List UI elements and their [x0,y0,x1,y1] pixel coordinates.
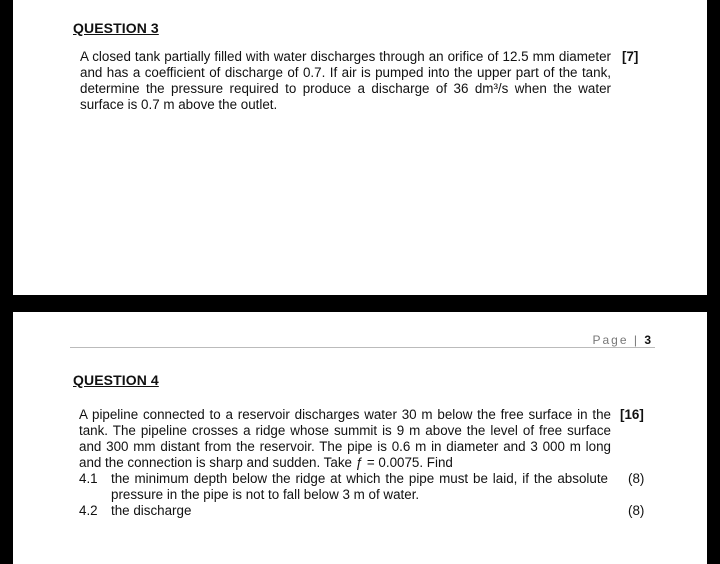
question-4-heading: QUESTION 4 [73,372,159,388]
question-4-marks: [16] [620,407,644,422]
sub-question-number: 4.1 [79,471,98,486]
page-number-value: 3 [644,333,651,347]
sub-question-number: 4.2 [79,503,98,518]
page-top [13,0,707,295]
page-label: Page | [592,333,639,347]
question-3-heading: QUESTION 3 [73,20,159,36]
sub-question-text: the minimum depth below the ridge at which the pipe must be laid, if the absolute pressure in the pipe is not to fall below 3 m of water. [111,471,608,502]
sub-question-text: the discharge [111,503,192,518]
sub-question-4-1-marks: (8) [628,471,645,486]
sub-question-4-2-marks: (8) [628,503,645,518]
page-bottom [13,312,707,564]
header-rule [70,347,655,348]
question-4-text: A pipeline connected to a reservoir discharges water 30 m below the free surface in the tank. The pipeline crosses a ridge whose summit is 9 m above the level of free surface and 300 mm distant from the reservoir. The pipe is 0.6 m in diameter and 3 000 m long and the connection is sharp and sudden. Take ƒ = 0.0075. Find [79,407,611,470]
page-number [592,333,651,347]
question-3-text: A closed tank partially filled with water discharges through an orifice of 12.5 mm diameter and has a coefficient of discharge of 0.7. If air is pumped into the upper part of the tank, determine the pressure required to produce a discharge of 36 dm³/s when the water surface is 0.7 m above the outlet. [80,49,611,112]
question-3-marks: [7] [622,49,639,64]
